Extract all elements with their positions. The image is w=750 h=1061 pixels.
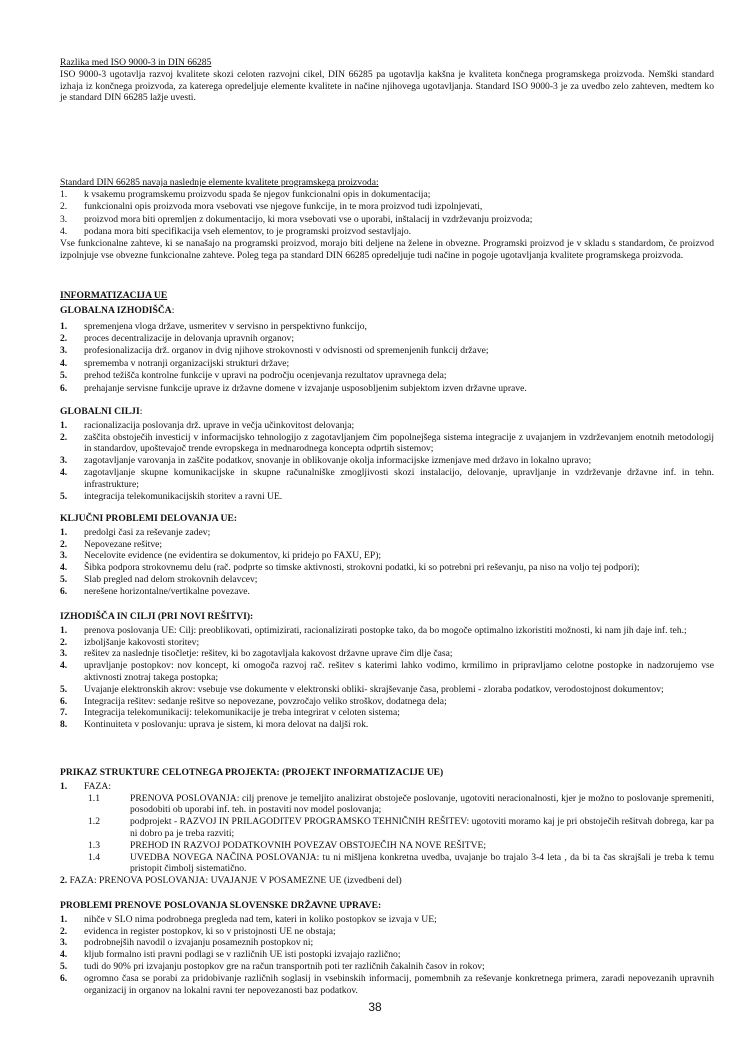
- list-item: [60, 973, 714, 997]
- item-text: spremenjena vloga države, usmeritev v servisno in perspektivno funkcijo,: [84, 320, 367, 332]
- list-item: [60, 214, 714, 226]
- list-item: [60, 926, 714, 938]
- list: [60, 321, 714, 395]
- item-number: 5.: [60, 370, 68, 382]
- item-text: Nepovezane rešitve;: [84, 538, 163, 550]
- list-item: [60, 707, 714, 719]
- list: [60, 420, 714, 503]
- section-title: INFORMATIZACIJA UE: [60, 290, 168, 301]
- item-text: upravljanje postopkov: nov koncept, ki omogoča razvoj rač. rešitev s katerimi lahko vodimo, krmilimo in pripravljamo celotne postopke in nadzorujemo vse aktivnosti znotraj takega postopka;: [84, 660, 714, 683]
- item-text: integracija telekomunikacijskih storitev a ravni UE.: [84, 490, 283, 502]
- item-number: 3.: [60, 455, 68, 467]
- item-number: 6.: [60, 695, 68, 707]
- item-number: 2.: [60, 925, 68, 937]
- subsection-title: IZHODIŠČA IN CILJI (PRI NOVI REŠITVI):: [60, 611, 254, 622]
- item-number: 5.: [60, 683, 68, 695]
- list-item: [60, 660, 714, 684]
- list-item: [60, 961, 714, 973]
- list-item: [60, 420, 714, 432]
- item-number: 6.: [60, 585, 68, 597]
- list-item: [60, 370, 714, 382]
- list-item: [60, 562, 714, 574]
- item-number: 5.: [60, 490, 68, 502]
- item-number: 1.1: [88, 792, 100, 804]
- list-item: [60, 527, 714, 539]
- item-text: PREHOD IN RAZVOJ PODATKOVNIH POVEZAV OBSTOJEČIH NA NOVE REŠITVE;: [130, 839, 487, 851]
- item-number: 4.: [60, 466, 68, 478]
- item-text: zaščita obstoječih investicij v informacijsko tehnologijo z zagotavljanjem čim popolnejšega sistema integracije z uvajanjem in vzdrževanjem enotnih metodologij in standardov, upoštevajoč trende evropskega in mednarodnega koncepta odprtih sistemov;: [84, 431, 714, 455]
- list-item: [60, 345, 714, 357]
- paragraph: Vse funkcionalne zahteve, ki se nanašajo na programski proizvod, morajo biti deljene na želene in obvezne. Programski proizvod je v skladu s standardom, če proizvod izpolnjuje vse obvezne funkcionalne zahteve. Poleg tega pa standard DIN 66285 opredeljuje tudi načine in pogoje ugotavljanja kvalitete programskega proizvoda.: [60, 238, 714, 262]
- prikaz-section: [60, 767, 714, 887]
- list-item: [60, 550, 714, 562]
- item-text: k vsakemu programskemu proizvodu spada še njegov funkcionalni opis in dokumentacija;: [84, 188, 431, 200]
- item-text: Integracija rešitev: sedanje rešitve so nepovezane, povzročajo veliko stroškov, dodatnega dela;: [84, 695, 447, 707]
- list-item: [60, 321, 714, 333]
- item-number: 1.: [60, 188, 68, 200]
- item-text: Kontinuiteta v poslovanju: uprava je sistem, ki mora delovat na daljši rok.: [84, 719, 369, 731]
- item-text: prehajanje servisne funkcije uprave iz državne domene v izvajanje usposobljenim subjektom izven državne uprave.: [84, 382, 527, 394]
- list-item: [60, 226, 714, 238]
- list-item: [60, 467, 714, 491]
- item-text: Šibka podpora strokovnemu delu (rač. podprte so timske aktivnosti, strokovni podatki, ki so potrebni pri reševanju, pa niso na voljo tej podpori);: [84, 562, 640, 574]
- item-number: 3.: [60, 550, 68, 562]
- list-item: [60, 586, 714, 598]
- item-number: 2.: [60, 636, 68, 648]
- problemi-section: [60, 513, 714, 598]
- item-number: 1.4: [88, 851, 100, 863]
- item-text: Uvajanje elektronskih akrov: vsebuje vse dokumente v elektronski obliki- skrajševanje časa, problemi - zloraba podatkov, verodostojnost dokumentov;: [84, 683, 664, 695]
- paragraph: ISO 9000-3 ugotavlja razvoj kvalitete skozi celoten razvojni cikel, DIN 66285 pa ugotavlja kakšna je kvaliteta končnega programskega proizvoda. Nemški standard izhaja iz končnega proizvoda, za katerega opredeljuje elemente kvalitete in načine njihovega ugotavljanja. Standard ISO 9000-3 je za uvedbo zelo zahteven, medtem ko je standard DIN 66285 lažje uvesti.: [60, 68, 714, 104]
- item-text: zagotavljanje skupne komunikacijske in skupne računalniške zmogljivosti skozi instalacijo, delovanje, upravljanje in vzdrževanje državne inf. in tehn. infrastrukture;: [84, 466, 714, 490]
- list-item: [60, 383, 714, 395]
- item-number: 1.: [60, 526, 68, 538]
- list: [60, 793, 714, 876]
- item-text: funkcionalni opis proizvoda mora vsebovati vse njegove funkcije, in te mora proizvod tudi izpolnjevati,: [84, 201, 483, 213]
- item-text: Integracija telekomunikacij: telekomunikacije je treba integrirat v celoten sistema;: [84, 707, 400, 719]
- item-number: 4.: [60, 562, 68, 574]
- item-number: 6.: [60, 382, 68, 394]
- list-item: [60, 781, 714, 793]
- item-number: 3.: [60, 937, 68, 949]
- list-item: [60, 648, 714, 660]
- item-text: profesionalizacija drž. organov in dvig njihove strokovnosti v odvisnosti od spremenjenih funkcij države;: [84, 345, 489, 357]
- sub-item: [60, 793, 714, 817]
- item-number: 1.3: [88, 839, 100, 851]
- sub-item: [60, 852, 714, 876]
- item-number: 1.: [60, 780, 68, 792]
- subsection-title: PROBLEMI PRENOVE POSLOVANJA SLOVENSKE DRŽAVNE UPRAVE:: [60, 900, 382, 911]
- list-item: [60, 684, 714, 696]
- list: [60, 189, 714, 238]
- phase-2: 2. FAZA: PRENOVA POSLOVANJA: UVAJANJE V POSAMEZNE UE (izvedbeni del): [60, 875, 402, 887]
- list-item: [60, 625, 714, 637]
- list: [60, 914, 714, 997]
- item-number: 5.: [60, 960, 68, 972]
- item-text: prenova poslovanja UE: Cilj: preoblikovati, optimizirati, racionalizirati postopke tako, da bo mogoče optimalno izkoristiti možnosti, ki nam jih daje inf. teh.;: [84, 624, 687, 636]
- item-number: 2.: [60, 201, 68, 213]
- sub-item: [60, 816, 714, 840]
- item-text: nerešene horizontalne/vertikalne povezave.: [84, 585, 250, 597]
- iso-din-section: [60, 57, 714, 104]
- item-number: 1.: [60, 320, 68, 332]
- item-text: Necelovite evidence (ne evidentira se dokumentov, ki pridejo po FAXU, EP);: [84, 550, 382, 562]
- list-item: [60, 491, 714, 503]
- list-item: [60, 189, 714, 201]
- list-item: [60, 358, 714, 370]
- item-number: 4.: [60, 357, 68, 369]
- item-text: racionalizacija poslovanja drž. uprave in večja učinkovitost delovanja;: [84, 419, 355, 431]
- list-item: [60, 949, 714, 961]
- item-text: nihče v SLO nima podrobnega pregleda nad tem, kateri in koliko postopkov se izvaja v UE;: [84, 913, 437, 925]
- section-title: Standard DIN 66285 navaja naslednje elemente kvalitete programskega proizvoda:: [60, 177, 379, 188]
- item-number: 4.: [60, 949, 68, 961]
- list-item: [60, 432, 714, 456]
- list-item: [60, 201, 714, 213]
- item-text: evidenca in register postopkov, ki so v pristojnosti UE ne obstaja;: [84, 925, 336, 937]
- item-number: 1.: [60, 419, 68, 431]
- item-text: podana mora biti specifikacija vseh elementov, to je programski proizvod sestavljajo.: [84, 225, 412, 237]
- list-item: [60, 637, 714, 649]
- item-number: 5.: [60, 573, 68, 585]
- list-item: [60, 937, 714, 949]
- item-text: PRENOVA POSLOVANJA: cilj prenove je temeljito analizirat obstoječe poslovanje, ugotoviti neracionalnosti, kjer je možno to poslovanje spremeniti, posodobiti ob uporabi inf. teh. in postaviti nov model poslovanja;: [130, 792, 714, 816]
- item-text: kljub formalno isti pravni podlagi se v različnih UE isti postopki izvajajo različno;: [84, 949, 401, 961]
- subsection-title: KLJUČNI PROBLEMI DELOVANJA UE:: [60, 513, 238, 524]
- item-number: 2.: [60, 538, 68, 550]
- item-text: proizvod mora biti opremljen z dokumentacijo, ki mora vsebovati vse o uporabi, inštalacij in vzdrževanju proizvoda;: [84, 213, 533, 225]
- item-number: 1.: [60, 913, 68, 925]
- item-number: 2.: [60, 431, 68, 443]
- item-text: sprememba v notranji organizacijski strukturi države;: [84, 357, 290, 369]
- list-item: [60, 539, 714, 551]
- section-title: Razlika med ISO 9000-3 in DIN 66285: [60, 57, 212, 68]
- page-number: 38: [368, 1000, 382, 1014]
- subsection-title: GLOBALNA IZHODIŠČA:: [60, 304, 175, 316]
- item-text: UVEDBA NOVEGA NAČINA POSLOVANJA: tu ni mišljena konkretna uvedba, uvajanje bo trajalo 3-4 leta , da bi ta čas skrajšali je treba k temu pristopit čimbolj sistematično.: [130, 851, 714, 875]
- izhodisca-cilji-section: [60, 611, 714, 731]
- subsection-title: GLOBALNI CILJI:: [60, 406, 143, 417]
- item-text: izboljšanje kakovosti storitev;: [84, 636, 200, 648]
- list: [60, 527, 714, 598]
- subsection-title: PRIKAZ STRUKTURE CELOTNEGA PROJEKTA: (PROJEKT INFORMATIZACIJE UE): [60, 767, 444, 778]
- list-item: [60, 696, 714, 708]
- item-text: ogromno časa se porabi za pridobivanje različnih soglasij in vsebinskih informacij, pomembnih za reševanje konkretnega primera, zaradi nepovezanih upravnih organizacij in organov na lokalni ravni ter nepovezanosti baz podatkov.: [84, 972, 714, 996]
- item-text: podprojekt - RAZVOJ IN PRILAGODITEV PROGRAMSKO TEHNIČNIH REŠITEV: ugotoviti moramo kaj je pri obstoječih rešitvah dobrega, kar pa ni dobro pa je treba razviti;: [130, 816, 714, 839]
- item-number: 4.: [60, 225, 68, 237]
- item-number: 3.: [60, 345, 68, 357]
- item-text: rešitev za naslednje tisočletje: rešitev, ki bo zagotavljala kakovost državne uprave čim dlje časa;: [84, 648, 453, 660]
- item-number: 7.: [60, 707, 68, 719]
- item-number: 1.2: [88, 816, 100, 828]
- item-text: predolgi časi za reševanje zadev;: [84, 526, 211, 538]
- item-number: 8.: [60, 719, 68, 731]
- sub-item: [60, 840, 714, 852]
- list-item: [60, 914, 714, 926]
- din-section: [60, 177, 714, 262]
- item-number: 3.: [60, 648, 68, 660]
- item-text: FAZA:: [84, 780, 112, 792]
- item-number: 3.: [60, 213, 68, 225]
- list-item: [60, 333, 714, 345]
- item-number: 2.: [60, 332, 68, 344]
- list-item: [60, 574, 714, 586]
- item-text: proces decentralizacije in delovanja upravnih organov;: [84, 332, 294, 344]
- list-item: [60, 455, 714, 467]
- item-text: podrobnejših navodil o izvajanju posameznih postopkov ni;: [84, 937, 314, 949]
- prenova-section: [60, 900, 714, 996]
- item-text: tudi do 90% pri izvajanju postopkov gre na račun transportnih poti ter različnih čakalnih časov in rokov;: [84, 960, 485, 972]
- cilji-section: [60, 406, 714, 502]
- informatizacija-section: [60, 290, 714, 395]
- list: [60, 625, 714, 731]
- item-number: 4.: [60, 660, 68, 672]
- item-number: 1.: [60, 624, 68, 636]
- list-item: [60, 719, 714, 731]
- item-text: Slab pregled nad delom strokovnih delavcev;: [84, 573, 258, 585]
- item-text: prehod težišča kontrolne funkcije v upravi na področju ocenjevanja rezultatov upravnega dela;: [84, 370, 447, 382]
- item-number: 6.: [60, 972, 68, 984]
- item-text: zagotavljanje varovanja in zaščite podatkov, snovanje in oblikovanje okolja informacijske izmenjave med državo in lokalno upravo;: [84, 455, 592, 467]
